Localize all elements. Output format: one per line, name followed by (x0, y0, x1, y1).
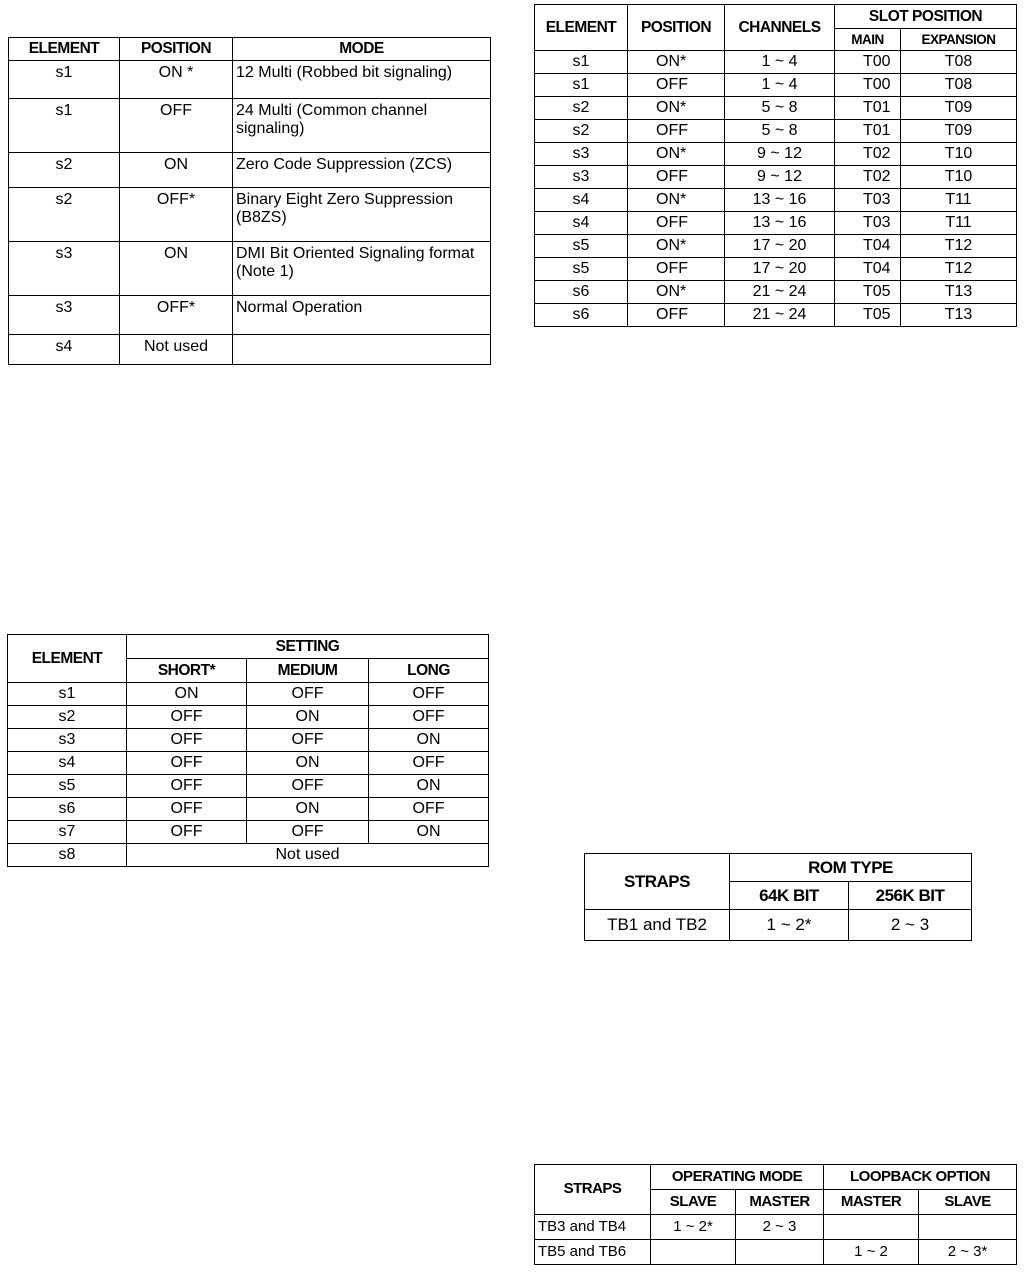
cell-expansion: T09 (901, 120, 1017, 143)
cell-long: ON (369, 821, 489, 844)
slot-table-header-row (535, 5, 1017, 29)
header-position: POSITION (628, 5, 725, 51)
cell-element: s8 (8, 844, 127, 867)
cell-element: s3 (8, 729, 127, 752)
cell-short: OFF (127, 706, 247, 729)
header-element: ELEMENT (535, 5, 628, 51)
setting-table-header-row (8, 635, 489, 659)
cell-short: ON (127, 683, 247, 706)
mode-table-header-row (9, 38, 491, 61)
cell-slave (651, 1240, 736, 1265)
mode-loopback-table (534, 1164, 1017, 1265)
table-row (535, 97, 1017, 120)
cell-medium: ON (247, 798, 369, 821)
cell-expansion: T11 (901, 189, 1017, 212)
rom-table (584, 853, 972, 941)
header-loopback-option: LOOPBACK OPTION (824, 1165, 1017, 1190)
cell-element: s6 (8, 798, 127, 821)
header-channels: CHANNELS (725, 5, 835, 51)
cell-element: s7 (8, 821, 127, 844)
cell-position: ON* (628, 235, 725, 258)
setting-table (7, 634, 489, 867)
cell-master (736, 1240, 824, 1265)
cell-medium: OFF (247, 775, 369, 798)
cell-expansion: T11 (901, 212, 1017, 235)
cell-mode: 12 Multi (Robbed bit signaling) (233, 61, 491, 99)
header-position: POSITION (120, 38, 233, 61)
cell-element: s5 (535, 235, 628, 258)
cell-long: OFF (369, 798, 489, 821)
header-long: LONG (369, 659, 489, 683)
table-row (535, 1215, 1017, 1240)
cell-element: s6 (535, 281, 628, 304)
slot-table (534, 4, 1017, 327)
header-element: ELEMENT (9, 38, 120, 61)
cell-straps: TB5 and TB6 (535, 1240, 651, 1265)
cell-256k: 2 ~ 3 (849, 910, 972, 941)
cell-position: OFF (628, 258, 725, 281)
cell-element: s2 (535, 120, 628, 143)
cell-medium: OFF (247, 683, 369, 706)
cell-mode (233, 335, 491, 365)
header-64k: 64K BIT (730, 882, 849, 910)
cell-main: T04 (835, 235, 901, 258)
cell-element: s4 (535, 212, 628, 235)
table-row (535, 1240, 1017, 1265)
cell-channels: 9 ~ 12 (725, 143, 835, 166)
header-operating-mode: OPERATING MODE (651, 1165, 824, 1190)
cell-position: ON* (628, 97, 725, 120)
cell-element: s3 (535, 143, 628, 166)
cell-expansion: T10 (901, 143, 1017, 166)
cell-mode: Zero Code Suppression (ZCS) (233, 153, 491, 188)
header-lb-slave: SLAVE (919, 1190, 1017, 1215)
table-row (8, 844, 489, 867)
header-straps: STRAPS (535, 1165, 651, 1215)
table-row (8, 729, 489, 752)
table-row (8, 752, 489, 775)
header-short: SHORT* (127, 659, 247, 683)
cell-position: OFF (628, 304, 725, 327)
rom-table-header-row (585, 854, 972, 882)
header-master: MASTER (736, 1190, 824, 1215)
cell-long: OFF (369, 752, 489, 775)
table-row (535, 143, 1017, 166)
cell-main: T01 (835, 97, 901, 120)
cell-position: ON * (120, 61, 233, 99)
cell-mode: 24 Multi (Common channel signaling) (233, 99, 491, 153)
cell-expansion: T08 (901, 74, 1017, 97)
cell-position: OFF* (120, 188, 233, 242)
cell-64k: 1 ~ 2* (730, 910, 849, 941)
table-row (585, 910, 972, 941)
cell-element: s2 (9, 153, 120, 188)
table-row (535, 74, 1017, 97)
cell-main: T04 (835, 258, 901, 281)
header-element: ELEMENT (8, 635, 127, 683)
cell-slave: 1 ~ 2* (651, 1215, 736, 1240)
table-row (535, 258, 1017, 281)
cell-position: OFF* (120, 296, 233, 335)
table-row (535, 189, 1017, 212)
cell-expansion: T10 (901, 166, 1017, 189)
header-straps: STRAPS (585, 854, 730, 910)
cell-mode: Binary Eight Zero Suppression (B8ZS) (233, 188, 491, 242)
table-row (8, 775, 489, 798)
cell-main: T05 (835, 281, 901, 304)
cell-channels: 5 ~ 8 (725, 120, 835, 143)
cell-mode: DMI Bit Oriented Signaling format (Note 1) (233, 242, 491, 296)
table-row (8, 706, 489, 729)
cell-position: OFF (120, 99, 233, 153)
cell-channels: 9 ~ 12 (725, 166, 835, 189)
cell-short: OFF (127, 729, 247, 752)
cell-not-used: Not used (127, 844, 489, 867)
header-setting: SETTING (127, 635, 489, 659)
cell-channels: 13 ~ 16 (725, 212, 835, 235)
table-row (535, 304, 1017, 327)
cell-channels: 5 ~ 8 (725, 97, 835, 120)
cell-expansion: T13 (901, 304, 1017, 327)
table-row (9, 188, 491, 242)
cell-channels: 1 ~ 4 (725, 51, 835, 74)
cell-short: OFF (127, 798, 247, 821)
cell-position: ON* (628, 51, 725, 74)
header-slave: SLAVE (651, 1190, 736, 1215)
cell-position: OFF (628, 120, 725, 143)
mode-table (8, 37, 491, 365)
cell-main: T00 (835, 74, 901, 97)
cell-element: s2 (9, 188, 120, 242)
cell-channels: 17 ~ 20 (725, 235, 835, 258)
table-row (9, 335, 491, 365)
cell-main: T02 (835, 143, 901, 166)
table-row (535, 212, 1017, 235)
table-row (535, 235, 1017, 258)
table-row (9, 99, 491, 153)
cell-position: OFF (628, 212, 725, 235)
header-256k: 256K BIT (849, 882, 972, 910)
cell-main: T01 (835, 120, 901, 143)
header-medium: MEDIUM (247, 659, 369, 683)
cell-position: ON* (628, 281, 725, 304)
cell-main: T00 (835, 51, 901, 74)
table-row (8, 798, 489, 821)
cell-element: s3 (535, 166, 628, 189)
cell-element: s3 (9, 296, 120, 335)
cell-master: 2 ~ 3 (736, 1215, 824, 1240)
cell-channels: 17 ~ 20 (725, 258, 835, 281)
cell-element: s4 (9, 335, 120, 365)
cell-element: s1 (535, 74, 628, 97)
cell-straps: TB1 and TB2 (585, 910, 730, 941)
cell-lb-master (824, 1215, 919, 1240)
cell-position: ON (120, 242, 233, 296)
cell-position: OFF (628, 74, 725, 97)
cell-element: s1 (535, 51, 628, 74)
header-slot-position: SLOT POSITION (835, 5, 1017, 29)
cell-main: T03 (835, 189, 901, 212)
cell-expansion: T08 (901, 51, 1017, 74)
cell-element: s4 (8, 752, 127, 775)
cell-lb-slave: 2 ~ 3* (919, 1240, 1017, 1265)
cell-channels: 13 ~ 16 (725, 189, 835, 212)
cell-main: T05 (835, 304, 901, 327)
header-mode: MODE (233, 38, 491, 61)
table-row (9, 61, 491, 99)
table-row (535, 51, 1017, 74)
cell-medium: OFF (247, 729, 369, 752)
cell-expansion: T09 (901, 97, 1017, 120)
cell-element: s2 (8, 706, 127, 729)
cell-expansion: T12 (901, 235, 1017, 258)
cell-medium: ON (247, 752, 369, 775)
cell-position: ON* (628, 189, 725, 212)
cell-main: T02 (835, 166, 901, 189)
cell-element: s3 (9, 242, 120, 296)
cell-expansion: T13 (901, 281, 1017, 304)
table-row (8, 683, 489, 706)
cell-short: OFF (127, 821, 247, 844)
cell-element: s5 (535, 258, 628, 281)
cell-straps: TB3 and TB4 (535, 1215, 651, 1240)
table-row (9, 296, 491, 335)
cell-channels: 1 ~ 4 (725, 74, 835, 97)
header-lb-master: MASTER (824, 1190, 919, 1215)
table-row (8, 821, 489, 844)
cell-position: Not used (120, 335, 233, 365)
cell-lb-slave (919, 1215, 1017, 1240)
header-rom-type: ROM TYPE (730, 854, 972, 882)
cell-long: OFF (369, 706, 489, 729)
table-row (9, 153, 491, 188)
cell-position: OFF (628, 166, 725, 189)
table-row (535, 281, 1017, 304)
cell-long: ON (369, 775, 489, 798)
cell-element: s2 (535, 97, 628, 120)
mode-loopback-header-row (535, 1165, 1017, 1190)
table-row (535, 166, 1017, 189)
cell-expansion: T12 (901, 258, 1017, 281)
cell-element: s6 (535, 304, 628, 327)
cell-medium: ON (247, 706, 369, 729)
table-row (535, 120, 1017, 143)
cell-mode: Normal Operation (233, 296, 491, 335)
cell-element: s4 (535, 189, 628, 212)
cell-long: OFF (369, 683, 489, 706)
cell-short: OFF (127, 752, 247, 775)
cell-channels: 21 ~ 24 (725, 281, 835, 304)
cell-element: s1 (8, 683, 127, 706)
cell-position: ON* (628, 143, 725, 166)
cell-channels: 21 ~ 24 (725, 304, 835, 327)
cell-element: s5 (8, 775, 127, 798)
table-row (9, 242, 491, 296)
cell-short: OFF (127, 775, 247, 798)
cell-element: s1 (9, 61, 120, 99)
cell-main: T03 (835, 212, 901, 235)
header-expansion: EXPANSION (901, 29, 1017, 51)
header-main: MAIN (835, 29, 901, 51)
cell-long: ON (369, 729, 489, 752)
cell-position: ON (120, 153, 233, 188)
cell-medium: OFF (247, 821, 369, 844)
cell-element: s1 (9, 99, 120, 153)
cell-lb-master: 1 ~ 2 (824, 1240, 919, 1265)
